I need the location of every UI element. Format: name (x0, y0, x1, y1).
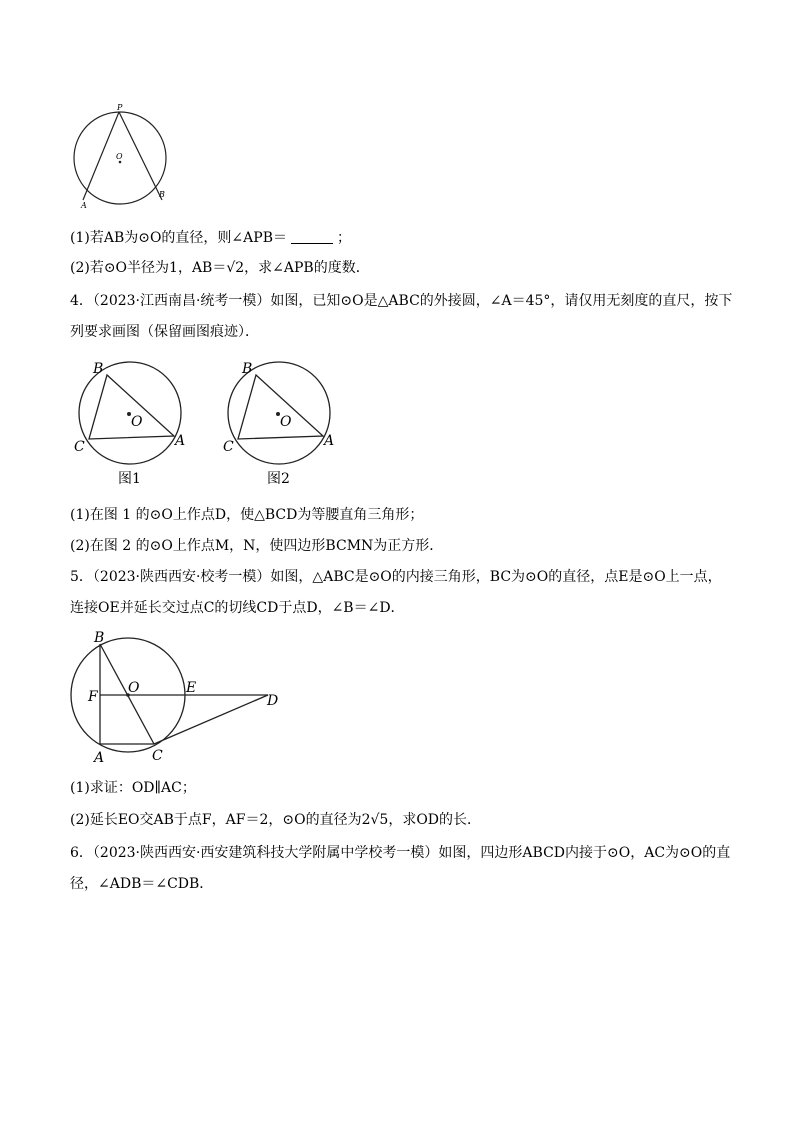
fig2-label-b: B (242, 361, 253, 377)
q5-part1: (1)求证：OD∥AC； (70, 780, 196, 796)
fig1-label-a: A (175, 433, 186, 449)
label-p: P (117, 103, 123, 112)
q4-header-line1: 4．（2023·江西南昌·统考一模）如图，已知⊙O是△ABC的外接圆，∠A＝45°，请仅用无刻度的直尺，按下 (70, 293, 733, 309)
fig2-label-o: O (280, 414, 292, 430)
q5-label-a: A (94, 750, 105, 766)
q5-label-f: F (88, 689, 98, 705)
fig1-label-b: B (93, 361, 104, 377)
answer-blank[interactable] (291, 229, 333, 244)
label-b: B (159, 190, 165, 199)
q6-header-line2: 径，∠ADB＝∠CDB． (70, 876, 214, 892)
q5-label-b: B (94, 630, 105, 646)
q3-part1-tail: ； (337, 230, 351, 246)
q5-header-line1: 5．（2023·陕西西安·校考一模）如图，△ABC是⊙O的内接三角形，BC为⊙O的直径，点E是⊙O上一点， (70, 569, 722, 585)
figure-q4-fig1 (70, 356, 195, 491)
fig2-label-c: C (223, 439, 234, 455)
q5-header-line2: 连接OE并延长交过点C的切线CD于点D，∠B＝∠D． (70, 600, 405, 616)
q3-part1-text: (1)若AB为⊙O的直径，则∠APB＝ (70, 230, 287, 246)
fig2-caption: 图2 (267, 471, 290, 487)
q5-label-d: D (267, 693, 279, 709)
q4-part1: (1)在图 1 的⊙O上作点D，使△BCD为等腰直角三角形； (70, 507, 424, 523)
q5-label-c: C (152, 748, 163, 764)
fig1-label-o: O (131, 414, 143, 430)
figure-circle-apb (66, 100, 176, 215)
q5-label-e: E (186, 680, 197, 696)
q6-header-line1: 6．（2023·陕西西安·西安建筑科技大学附属中学校考一模）如图，四边形ABCD内接于⊙O，AC为⊙O的直 (70, 845, 731, 861)
q3-part1 (70, 228, 351, 248)
q5-part2: (2)延长EO交AB于点F，AF＝2，⊙O的直径为2√5，求OD的长． (70, 812, 482, 828)
label-a: A (81, 201, 87, 210)
label-o: O (116, 152, 123, 161)
fig1-label-c: C (74, 439, 85, 455)
fig1-caption: 图1 (118, 471, 141, 487)
q4-part2: (2)在图 2 的⊙O上作点M，N，使四边形BCMN为正方形． (70, 538, 444, 554)
figure-q5 (70, 628, 290, 768)
figure-q4-fig2 (219, 356, 344, 491)
q5-label-o: O (128, 680, 140, 696)
q4-header-line2: 列要求画图（保留画图痕迹）． (70, 324, 259, 340)
q3-part2: (2)若⊙O半径为1，AB＝√2，求∠APB的度数． (70, 260, 370, 276)
fig2-label-a: A (324, 433, 335, 449)
